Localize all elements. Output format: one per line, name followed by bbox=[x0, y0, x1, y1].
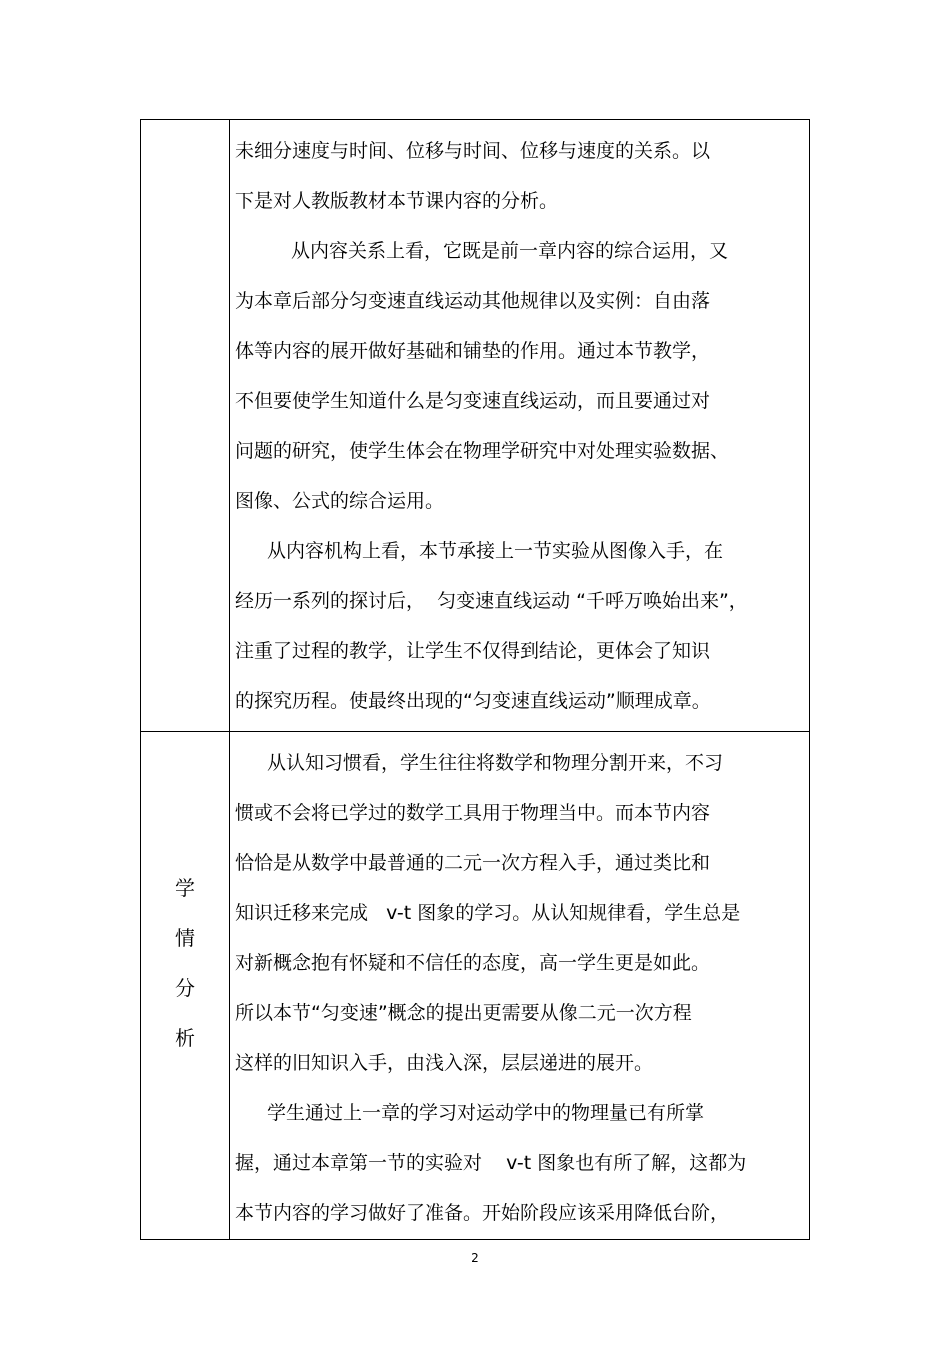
text-line: 学生通过上一章的学习对运动学中的物理量已有所掌 bbox=[267, 1102, 705, 1124]
text-line: 图像、公式的综合运用。 bbox=[235, 490, 445, 512]
text-line: 从内容机构上看，本节承接上一节实验从图像入手，在 bbox=[267, 540, 724, 562]
text-line: 这样的旧知识入手，由浅入深，层层递进的展开。 bbox=[235, 1052, 654, 1074]
text-line: 对新概念抱有怀疑和不信任的态度，高一学生更是如此。 bbox=[235, 952, 711, 974]
section-label-char: 分 bbox=[175, 976, 195, 1000]
section-label-char: 析 bbox=[175, 1026, 195, 1050]
section-label-char: 学 bbox=[175, 876, 195, 900]
text-line: 为本章后部分匀变速直线运动其他规律以及实例：自由落 bbox=[235, 290, 711, 312]
content-table bbox=[140, 119, 810, 1240]
text-line: 惯或不会将已学过的数学工具用于物理当中。而本节内容 bbox=[235, 802, 711, 824]
row-divider bbox=[141, 731, 809, 732]
text-line: 体等内容的展开做好基础和铺垫的作用。通过本节教学， bbox=[235, 340, 711, 362]
text-line: 注重了过程的教学，让学生不仅得到结论，更体会了知识 bbox=[235, 640, 711, 662]
text-line: 从内容关系上看，它既是前一章内容的综合运用，又 bbox=[291, 240, 729, 262]
text-line: 知识迁移来完成 v-t 图象的学习。从认知规律看，学生总是 bbox=[235, 902, 741, 924]
text-line: 本节内容的学习做好了准备。开始阶段应该采用降低台阶， bbox=[235, 1202, 730, 1224]
text-line: 经历一系列的探讨后， 匀变速直线运动 “千呼万唤始出来”， bbox=[235, 590, 748, 612]
text-line: 未细分速度与时间、位移与时间、位移与速度的关系。以 bbox=[235, 140, 711, 162]
column-divider bbox=[229, 120, 230, 1239]
section-label-char: 情 bbox=[175, 926, 195, 950]
text-line: 不但要使学生知道什么是匀变速直线运动，而且要通过对 bbox=[235, 390, 711, 412]
page-number: 2 bbox=[471, 1251, 479, 1265]
text-line: 的探究历程。使最终出现的“匀变速直线运动”顺理成章。 bbox=[235, 690, 711, 712]
text-line: 所以本节“匀变速”概念的提出更需要从像二元一次方程 bbox=[235, 1002, 692, 1024]
text-line: 从认知习惯看，学生往往将数学和物理分割开来，不习 bbox=[267, 752, 724, 774]
text-line: 握，通过本章第一节的实验对 v-t 图象也有所了解，这都为 bbox=[235, 1152, 747, 1174]
text-line: 恰恰是从数学中最普通的二元一次方程入手，通过类比和 bbox=[235, 852, 711, 874]
text-line: 下是对人教版教材本节课内容的分析。 bbox=[235, 190, 559, 212]
text-line: 问题的研究，使学生体会在物理学研究中对处理实验数据、 bbox=[235, 440, 730, 462]
